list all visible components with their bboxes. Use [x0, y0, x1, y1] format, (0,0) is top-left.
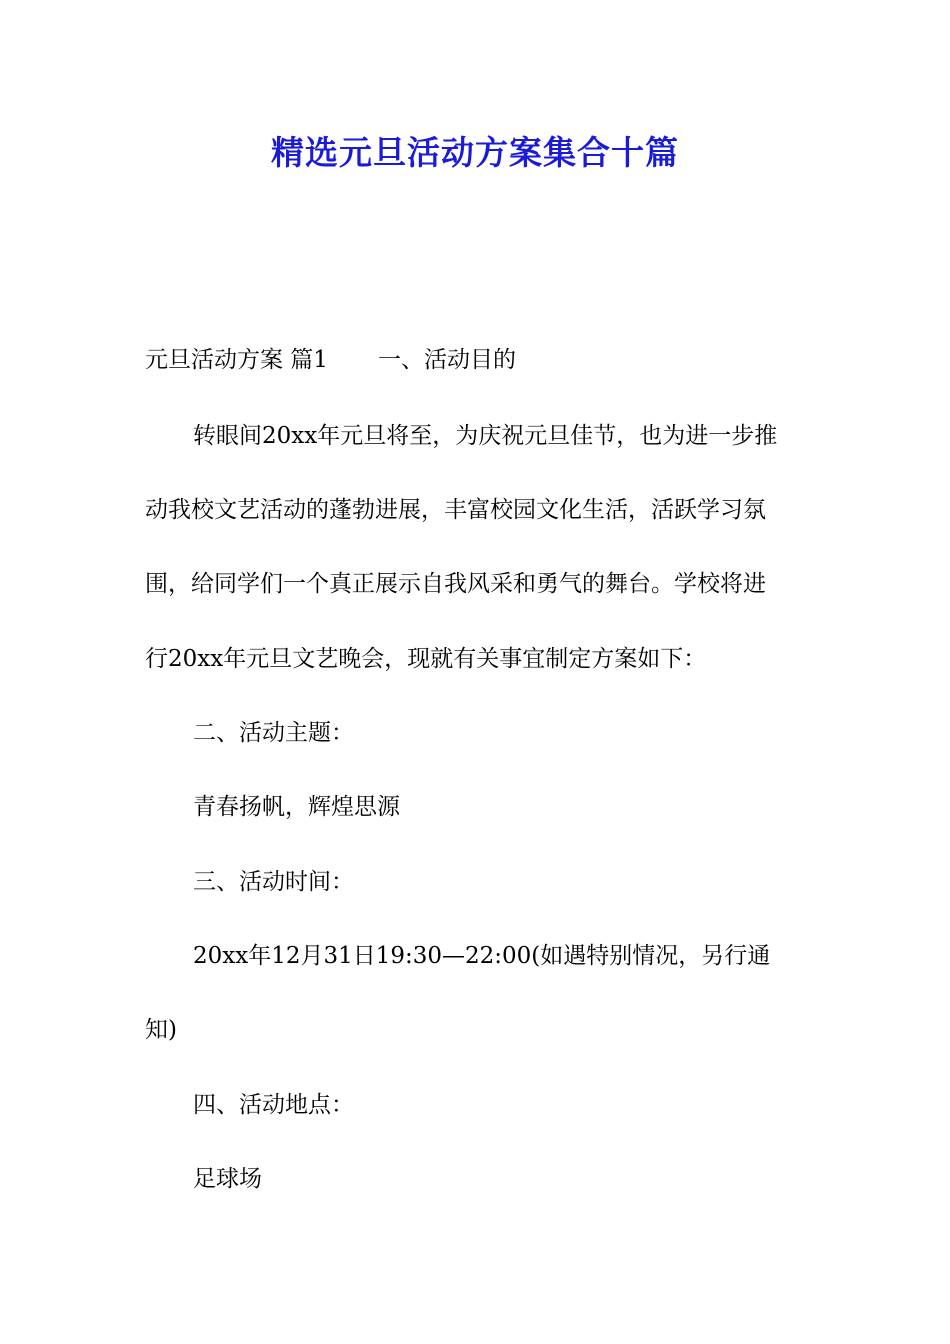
- time-text-line-1: 20xx年12月31日19:30—22:00(如遇特别情况，另行通: [193, 943, 771, 969]
- time-text-line-2: 知): [145, 1017, 177, 1043]
- section-heading-line: [145, 342, 815, 378]
- paragraph-line-4: 行20xx年元旦文艺晚会，现就有关事宜制定方案如下：: [145, 646, 707, 672]
- document-title: 精选元旦活动方案集合十篇: [271, 133, 679, 172]
- section-label: 元旦活动方案 篇1: [145, 347, 328, 373]
- heading-purpose: 一、活动目的: [377, 347, 516, 373]
- paragraph-line-1: 转眼间20xx年元旦将至，为庆祝元旦佳节，也为进一步推: [193, 423, 778, 449]
- location-text: 足球场: [193, 1166, 262, 1192]
- heading-theme: 二、活动主题：: [193, 720, 354, 746]
- paragraph-line-3: 围，给同学们一个真正展示自我风采和勇气的舞台。学校将进: [145, 571, 766, 597]
- heading-location: 四、活动地点：: [193, 1092, 354, 1118]
- heading-time: 三、活动时间：: [193, 869, 354, 895]
- theme-text: 青春扬帆，辉煌思源: [193, 794, 400, 820]
- paragraph-line-2: 动我校文艺活动的蓬勃进展，丰富校园文化生活，活跃学习氛: [145, 497, 766, 523]
